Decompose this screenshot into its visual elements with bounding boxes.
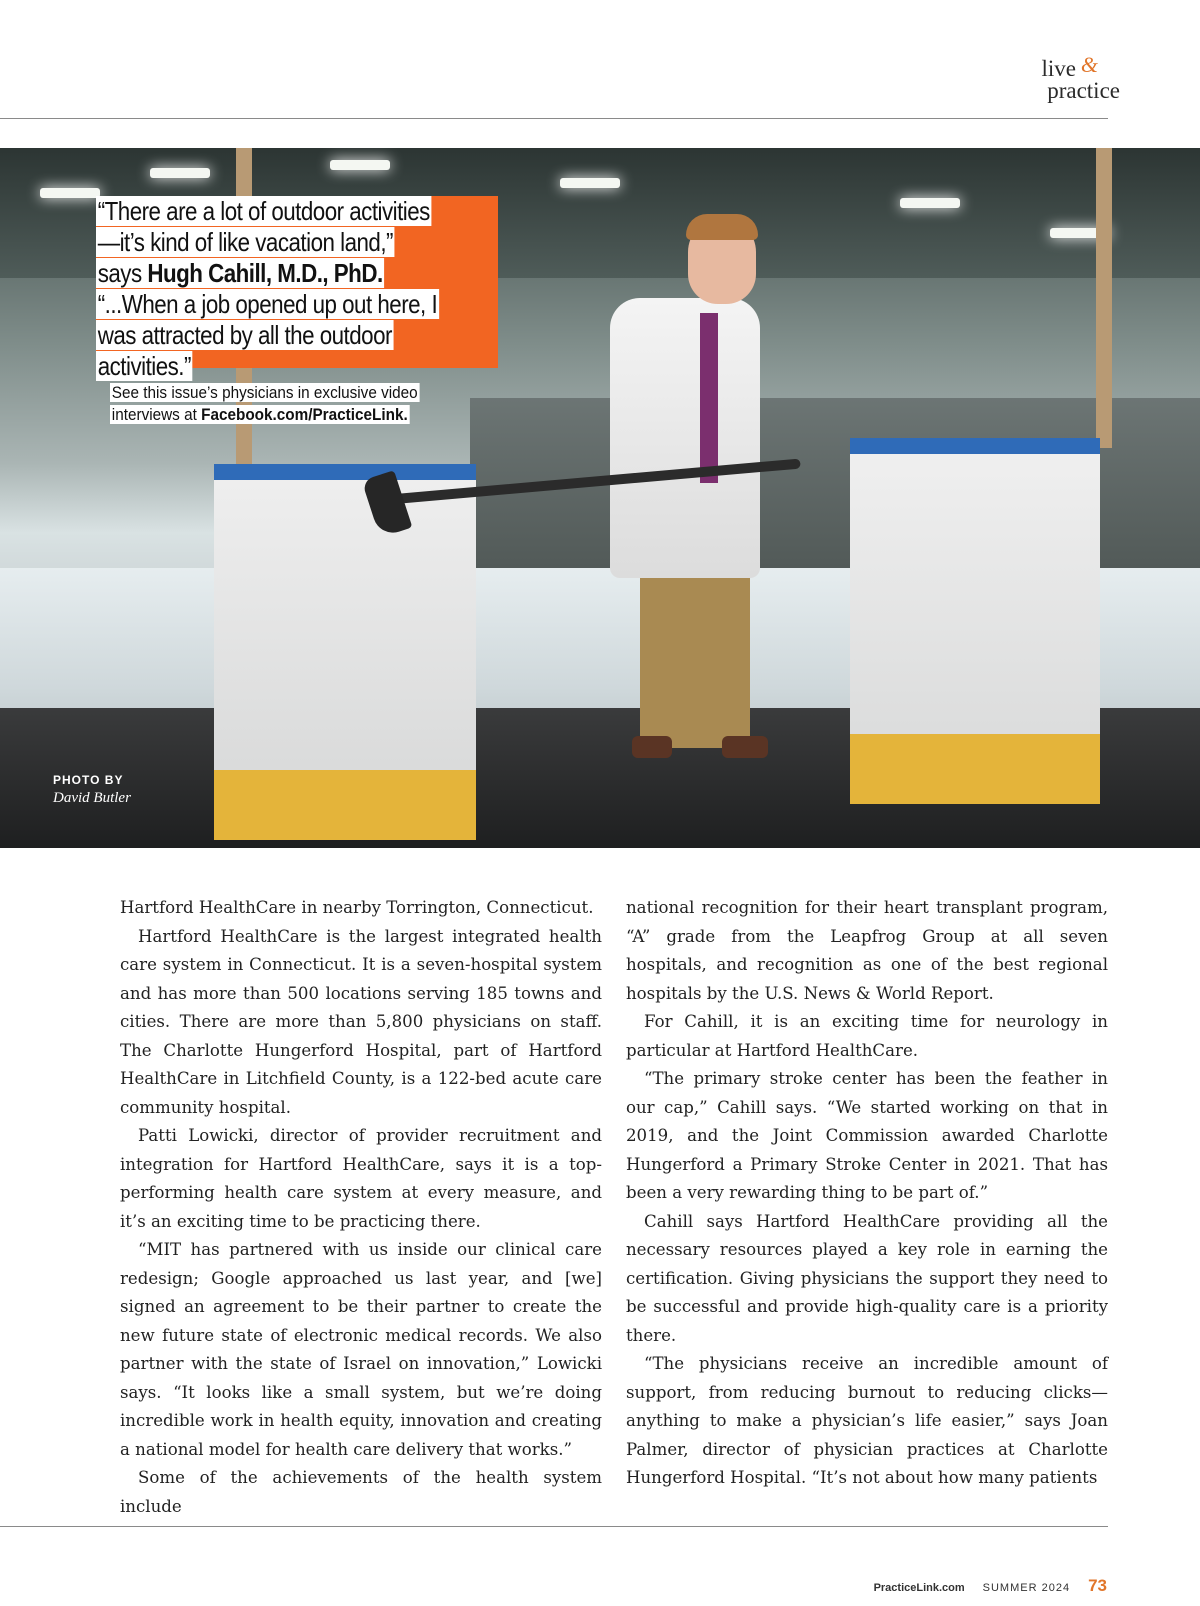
paragraph: “The primary stroke center has been the feather in our cap,” Cahill says. “We started working on that in 2019, and the Joint Commission awarded Charlotte Hungerford a Primary Stroke Center in 2021. That has been a very rewarding thing to be part of.” xyxy=(626,1069,1108,1202)
footer-issue: SUMMER 2024 xyxy=(982,1582,1071,1594)
logo-word-practice: practice xyxy=(1047,78,1120,103)
footer-site: PracticeLink.com xyxy=(873,1582,965,1594)
photo-credit-label: PHOTO BY xyxy=(53,773,124,787)
paragraph: Hartford HealthCare is the largest integrated health care system in Connecticut. It is a seven-hospital system and has more than 500 locations serving 185 towns and cities. There are more than 5,800 physicians on staff. The Charlotte Hungerford Hospital, part of Hartford HealthCare in Litchfield County, is a 122-bed acute care community hospital. xyxy=(120,926,602,1117)
person-shoe xyxy=(632,736,672,758)
header-divider xyxy=(0,118,1108,119)
article-column-right xyxy=(626,894,1108,1493)
paragraph: “MIT has partnered with us inside our clinical care redesign; Google approached us last year, and [we] signed an agreement to be their partner to create the new future state of electronic medical records. We also partner with the state of Israel on innovation,” Lowicki says. “It looks like a small system, but we’re doing incredible work in health equity, innovation and creating a national model for health care delivery that works.” xyxy=(120,1240,602,1459)
paragraph: Hartford HealthCare in nearby Torrington, Connecticut. xyxy=(120,898,594,917)
logo-ampersand: & xyxy=(1080,52,1098,77)
video-interview-note xyxy=(110,382,488,426)
paragraph: For Cahill, it is an exciting time for neurology in particular at Hartford HealthCare. xyxy=(626,1012,1108,1060)
ceiling-light xyxy=(900,198,960,208)
person-shoe xyxy=(722,736,768,758)
footer-divider xyxy=(0,1526,1108,1527)
person-trousers xyxy=(640,578,750,748)
page-footer xyxy=(874,1576,1107,1598)
person-tie xyxy=(700,313,718,483)
person-lab-coat xyxy=(610,298,760,578)
glass-post xyxy=(1096,148,1112,448)
video-note-text: See this issue’s physicians in exclusive video interviews at xyxy=(111,383,418,424)
logo-word-live: live xyxy=(1041,56,1076,81)
pull-quote-name: Hugh Cahill, M.D., PhD. xyxy=(147,258,383,288)
page-number: 73 xyxy=(1088,1576,1107,1595)
ceiling-light xyxy=(150,168,210,178)
ceiling-light xyxy=(40,188,100,198)
photo-credit xyxy=(53,773,131,807)
pull-quote-text-2: “...When a job opened up out here, I was attracted by all the outdoor activities.” xyxy=(97,289,438,381)
ceiling-light xyxy=(330,160,390,170)
paragraph: Patti Lowicki, director of provider recruitment and integration for Hartford HealthCare, says it is a top-performing health care system at every measure, and it’s an exciting time to be practicing there. xyxy=(120,1126,602,1231)
rink-door-left xyxy=(214,464,476,840)
rink-door-right xyxy=(850,438,1100,804)
paragraph: national recognition for their heart transplant program, “A” grade from the Leapfrog Group at all seven hospitals, and recognition as one of the best regional hospitals by the U.S. News & World Report. xyxy=(626,898,1108,1003)
ceiling-light xyxy=(560,178,620,188)
article-column-left xyxy=(120,894,602,1521)
magazine-section-logo xyxy=(1041,52,1121,103)
paragraph: Cahill says Hartford HealthCare providing all the necessary resources played a key role in earning the certification. Giving physicians the support they need to be successful and provide high-quality care is a priority there. xyxy=(626,1211,1108,1345)
facebook-link[interactable]: Facebook.com/PracticeLink. xyxy=(201,405,408,424)
paragraph: “The physicians receive an incredible amount of support, from reducing burnout to reducing clicks—anything to make a physician’s life easier,” says Joan Palmer, director of physician practices at Charlotte Hungerford Hospital. “It’s not about how many patients xyxy=(626,1354,1108,1487)
pull-quote-box xyxy=(96,196,498,381)
pull-quote-text-1: “There are a lot of outdoor activities—it’s kind of like vacation land,” says xyxy=(97,196,430,288)
paragraph: Some of the achievements of the health system include xyxy=(120,1468,602,1516)
person-hair xyxy=(686,214,758,240)
pull-quote xyxy=(96,196,440,382)
photographer-name: David Butler xyxy=(53,790,131,806)
